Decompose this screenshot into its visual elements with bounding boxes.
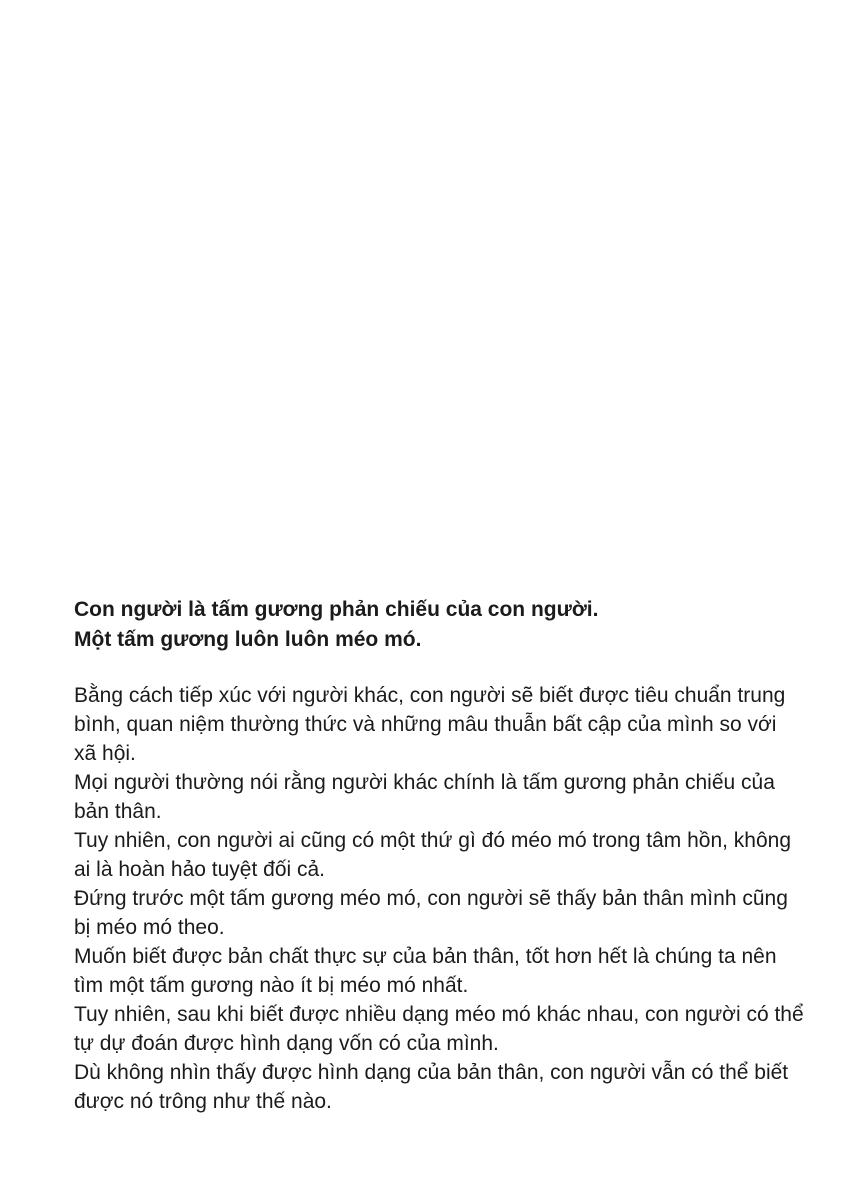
heading-line: Một tấm gương luôn luôn méo mó. [74,628,422,651]
body-line: ai là hoàn hảo tuyệt đối cả. [74,858,326,881]
body-text [74,681,804,1116]
body-line: bình, quan niệm thường thức và những mâu thuẫn bất cập của mình so với [74,713,777,736]
heading [74,595,784,655]
body-line: Tuy nhiên, sau khi biết được nhiều dạng méo mó khác nhau, con người có thể [74,1003,804,1026]
body-line: Dù không nhìn thấy được hình dạng của bản thân, con người vẫn có thể biết [74,1061,789,1084]
body-line: Muốn biết được bản chất thực sự của bản thân, tốt hơn hết là chúng ta nên [74,945,777,968]
body-line: Mọi người thường nói rằng người khác chính là tấm gương phản chiếu của [74,771,775,794]
body-line: tìm một tấm gương nào ít bị méo mó nhất. [74,974,469,997]
body-line: tự dự đoán được hình dạng vốn có của mình. [74,1032,499,1055]
body-line: xã hội. [74,742,136,765]
body-line: bị méo mó theo. [74,916,225,939]
body-line: Tuy nhiên, con người ai cũng có một thứ gì đó méo mó trong tâm hồn, không [74,829,792,852]
heading-line: Con người là tấm gương phản chiếu của con người. [74,598,599,621]
body-line: bản thân. [74,800,162,823]
text-block [74,595,804,1116]
body-line: Bằng cách tiếp xúc với người khác, con người sẽ biết được tiêu chuẩn trung [74,684,786,707]
body-line: được nó trông như thế nào. [74,1090,332,1113]
body-line: Đứng trước một tấm gương méo mó, con người sẽ thấy bản thân mình cũng [74,887,788,910]
